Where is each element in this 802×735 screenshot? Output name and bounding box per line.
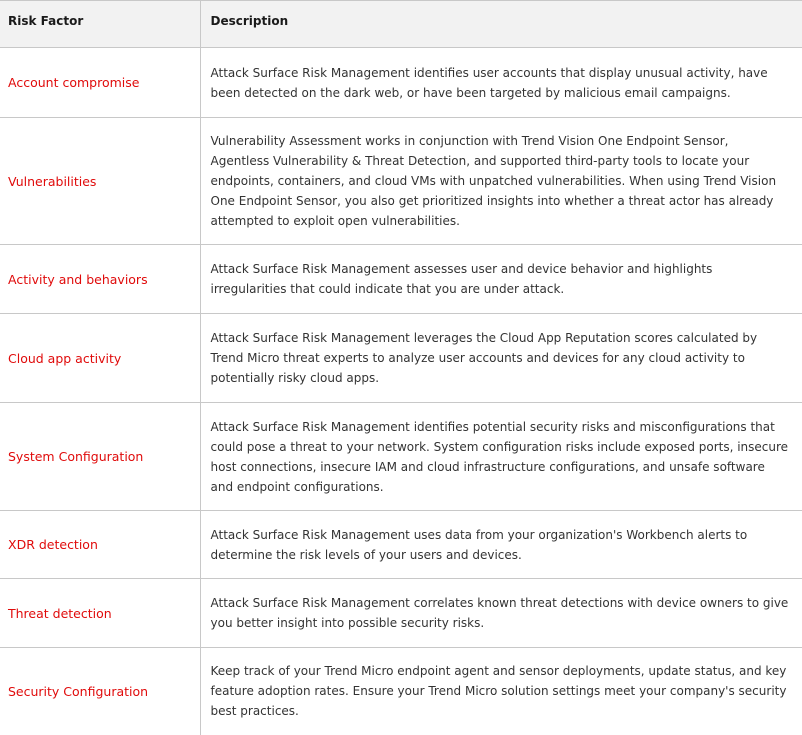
description-cell: Vulnerability Assessment works in conjunction with Trend Vision One Endpoint Sensor, Agentless Vulnerability & Threat Detection, and supported third-party tools to locate your endpoints, containers, and cloud VMs with unpatched vulnerabilities. When using Trend Vision One Endpoint Sensor, you also get prioritized insights into whether a threat actor has already attempted to exploit open vulnerabilities. [200,118,802,245]
risk-factor-cell: Security Configuration [8,683,149,699]
description-cell: Attack Surface Risk Management identifies potential security risks and misconfigurations that could pose a threat to your network. System configuration risks include exposed ports, insecure host connections, insecure IAM and cloud infrastructure configurations, and unsafe software and endpoint configurations. [200,403,802,511]
description-cell: Keep track of your Trend Micro endpoint agent and sensor deployments, update status, and key feature adoption rates. Ensure your Trend Micro solution settings meet your company's security best practices. [200,648,802,735]
header-risk-factor: Risk Factor [0,1,200,48]
risk-factor-cell: Threat detection [0,579,200,648]
table-header-row [0,1,802,48]
risk-factor-cell: Vulnerabilities [0,118,200,245]
risk-factor-cell: Cloud app activity [0,314,200,403]
description-cell: Attack Surface Risk Management identifies user accounts that display unusual activity, have been detected on the dark web, or have been targeted by malicious email campaigns. [200,48,802,118]
table-row [0,245,802,314]
table-row [0,648,802,735]
table-row [0,579,802,648]
risk-factor-cell: Account compromise [0,48,200,118]
table-row [0,511,802,579]
description-cell: Attack Surface Risk Management assesses user and device behavior and highlights irregularities that could indicate that you are under attack. [200,245,802,314]
table-row [0,48,802,118]
risk-factor-cell: XDR detection [0,511,200,579]
risk-factor-cell: System Configuration [0,403,200,511]
description-cell: Attack Surface Risk Management uses data from your organization's Workbench alerts to determine the risk levels of your users and devices. [200,511,802,579]
risk-factor-cell: Activity and behaviors [0,245,200,314]
table-row [0,403,802,511]
table-row [0,314,802,403]
description-cell: Attack Surface Risk Management correlates known threat detections with device owners to give you better insight into possible security risks. [200,579,802,648]
table-row [0,118,802,245]
description-cell: Attack Surface Risk Management leverages the Cloud App Reputation scores calculated by Trend Micro threat experts to analyze user accounts and devices for any cloud activity to potentially risky cloud apps. [200,314,802,403]
header-description: Description [200,1,802,48]
